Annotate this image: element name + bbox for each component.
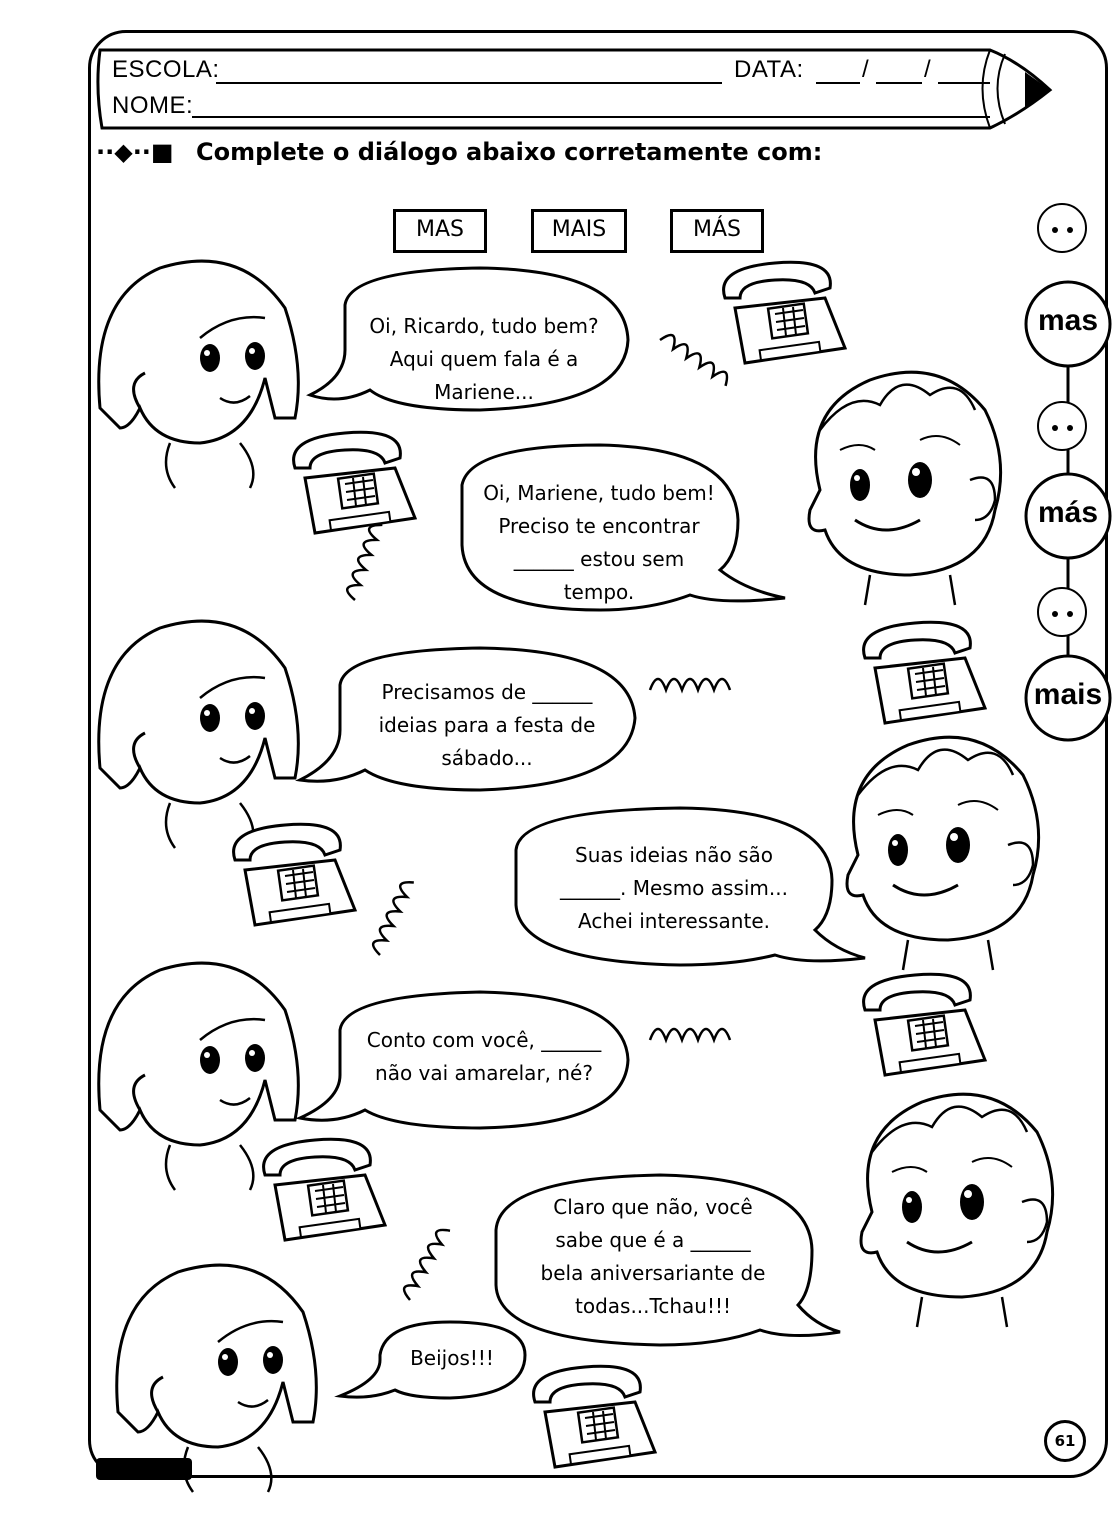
date-label: DATA: — [734, 56, 804, 83]
instruction-bullet-icon: ··◆··■ — [96, 138, 174, 166]
side-label-mas: mas — [1037, 304, 1099, 337]
side-label-mas-accent: más — [1037, 496, 1099, 529]
word-option-mas-accent: MÁS — [670, 209, 764, 253]
school-label: ESCOLA: — [112, 56, 220, 83]
dialogue-line-7: Beijos!!! — [410, 1346, 494, 1370]
dialogue-line-1: Oi, Ricardo, tudo bem? Aqui quem fala é a Mariene... — [369, 314, 599, 404]
side-label-mais: mais — [1033, 678, 1103, 711]
date-separator: / — [924, 56, 932, 83]
dialogue-line-2: Oi, Mariene, tudo bem! Preciso te encontrar ______ estou sem tempo. — [483, 481, 715, 604]
word-option-mais: MAIS — [531, 209, 627, 253]
word-option-mas: MAS — [393, 209, 487, 253]
dialogue-line-3: Precisamos de ______ ideias para a festa de sábado... — [378, 680, 596, 770]
publisher-logo — [96, 1458, 192, 1480]
dialogue-line-4: Suas ideias não são ______. Mesmo assim... Achei interessante. — [560, 843, 788, 933]
date-separator: / — [862, 56, 870, 83]
page-number: 61 — [1044, 1420, 1086, 1462]
dialogue-line-6: Claro que não, você sabe que é a ______ bela aniversariante de todas...Tchau!!! — [540, 1195, 766, 1318]
name-label: NOME: — [112, 92, 194, 119]
dialogue-line-5: Conto com você, ______ não vai amarelar, né? — [366, 1028, 602, 1085]
instruction-text: Complete o diálogo abaixo corretamente com: — [195, 138, 823, 166]
